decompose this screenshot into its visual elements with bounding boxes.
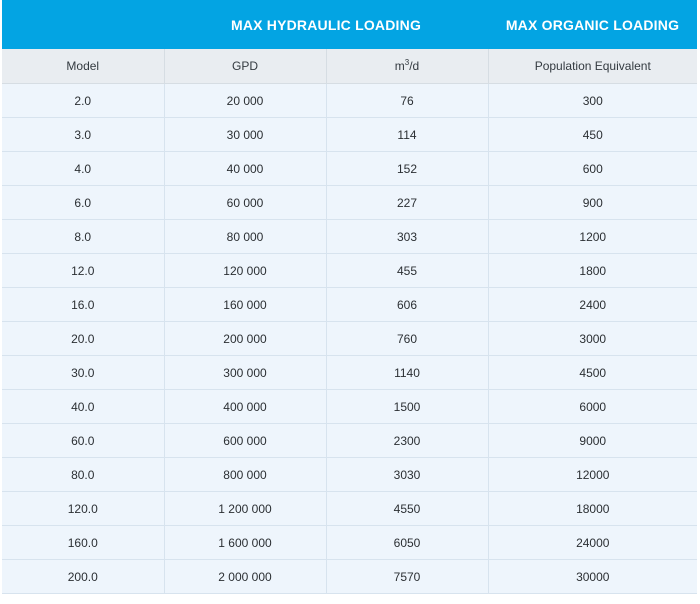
column-header-m3d [326,49,488,84]
cell-model: 6.0 [2,186,164,220]
table-row [2,84,697,118]
cell-m3d: 114 [326,118,488,152]
cell-gpd: 200 000 [164,322,326,356]
cell-population-equivalent: 9000 [488,424,697,458]
cell-m3d: 7570 [326,560,488,594]
cell-model: 16.0 [2,288,164,322]
table-head [2,0,697,84]
cell-gpd: 120 000 [164,254,326,288]
cell-population-equivalent: 900 [488,186,697,220]
table-row [2,118,697,152]
cell-model: 12.0 [2,254,164,288]
group-header-blank [2,0,164,49]
cell-m3d: 1140 [326,356,488,390]
cell-population-equivalent: 18000 [488,492,697,526]
m3d-unit-tail: /d [409,59,420,73]
table-row [2,356,697,390]
table-row [2,526,697,560]
table-row [2,560,697,594]
cell-m3d: 455 [326,254,488,288]
cell-model: 20.0 [2,322,164,356]
cell-population-equivalent: 4500 [488,356,697,390]
cell-gpd: 600 000 [164,424,326,458]
table-body [2,84,697,594]
cell-model: 30.0 [2,356,164,390]
cell-gpd: 1 200 000 [164,492,326,526]
cell-model: 40.0 [2,390,164,424]
cell-gpd: 60 000 [164,186,326,220]
cell-gpd: 20 000 [164,84,326,118]
cell-population-equivalent: 24000 [488,526,697,560]
cell-model: 4.0 [2,152,164,186]
cell-population-equivalent: 6000 [488,390,697,424]
group-header-hydraulic: MAX HYDRAULIC LOADING [164,0,488,49]
cell-model: 3.0 [2,118,164,152]
cell-m3d: 6050 [326,526,488,560]
cell-population-equivalent: 1800 [488,254,697,288]
loading-table [2,0,697,594]
cell-m3d: 227 [326,186,488,220]
cell-gpd: 1 600 000 [164,526,326,560]
table-row [2,322,697,356]
column-header-population-equivalent: Population Equivalent [488,49,697,84]
cell-gpd: 30 000 [164,118,326,152]
cell-m3d: 303 [326,220,488,254]
table-row [2,424,697,458]
table-row [2,220,697,254]
cell-model: 120.0 [2,492,164,526]
table-row [2,492,697,526]
cell-model: 2.0 [2,84,164,118]
table-row [2,390,697,424]
cell-m3d: 4550 [326,492,488,526]
cell-population-equivalent: 3000 [488,322,697,356]
cell-m3d: 1500 [326,390,488,424]
cell-m3d: 2300 [326,424,488,458]
cell-m3d: 606 [326,288,488,322]
cell-population-equivalent: 30000 [488,560,697,594]
m3d-unit-superscript: 3 [404,58,410,67]
cell-population-equivalent: 12000 [488,458,697,492]
cell-model: 160.0 [2,526,164,560]
cell-gpd: 80 000 [164,220,326,254]
group-header-organic: MAX ORGANIC LOADING [488,0,697,49]
cell-population-equivalent: 2400 [488,288,697,322]
cell-model: 200.0 [2,560,164,594]
cell-m3d: 76 [326,84,488,118]
cell-m3d: 760 [326,322,488,356]
cell-population-equivalent: 300 [488,84,697,118]
cell-m3d: 152 [326,152,488,186]
table-row [2,254,697,288]
cell-model: 80.0 [2,458,164,492]
column-header-row [2,49,697,84]
table-row [2,186,697,220]
cell-population-equivalent: 600 [488,152,697,186]
cell-gpd: 2 000 000 [164,560,326,594]
cell-model: 8.0 [2,220,164,254]
cell-gpd: 400 000 [164,390,326,424]
column-header-gpd: GPD [164,49,326,84]
cell-gpd: 800 000 [164,458,326,492]
column-header-model: Model [2,49,164,84]
loading-table-container [2,0,697,594]
table-row [2,152,697,186]
cell-model: 60.0 [2,424,164,458]
m3d-unit-base: m [394,59,405,73]
cell-population-equivalent: 450 [488,118,697,152]
cell-population-equivalent: 1200 [488,220,697,254]
cell-gpd: 160 000 [164,288,326,322]
cell-gpd: 300 000 [164,356,326,390]
group-header-row [2,0,697,49]
cell-gpd: 40 000 [164,152,326,186]
table-row [2,288,697,322]
cell-m3d: 3030 [326,458,488,492]
table-row [2,458,697,492]
